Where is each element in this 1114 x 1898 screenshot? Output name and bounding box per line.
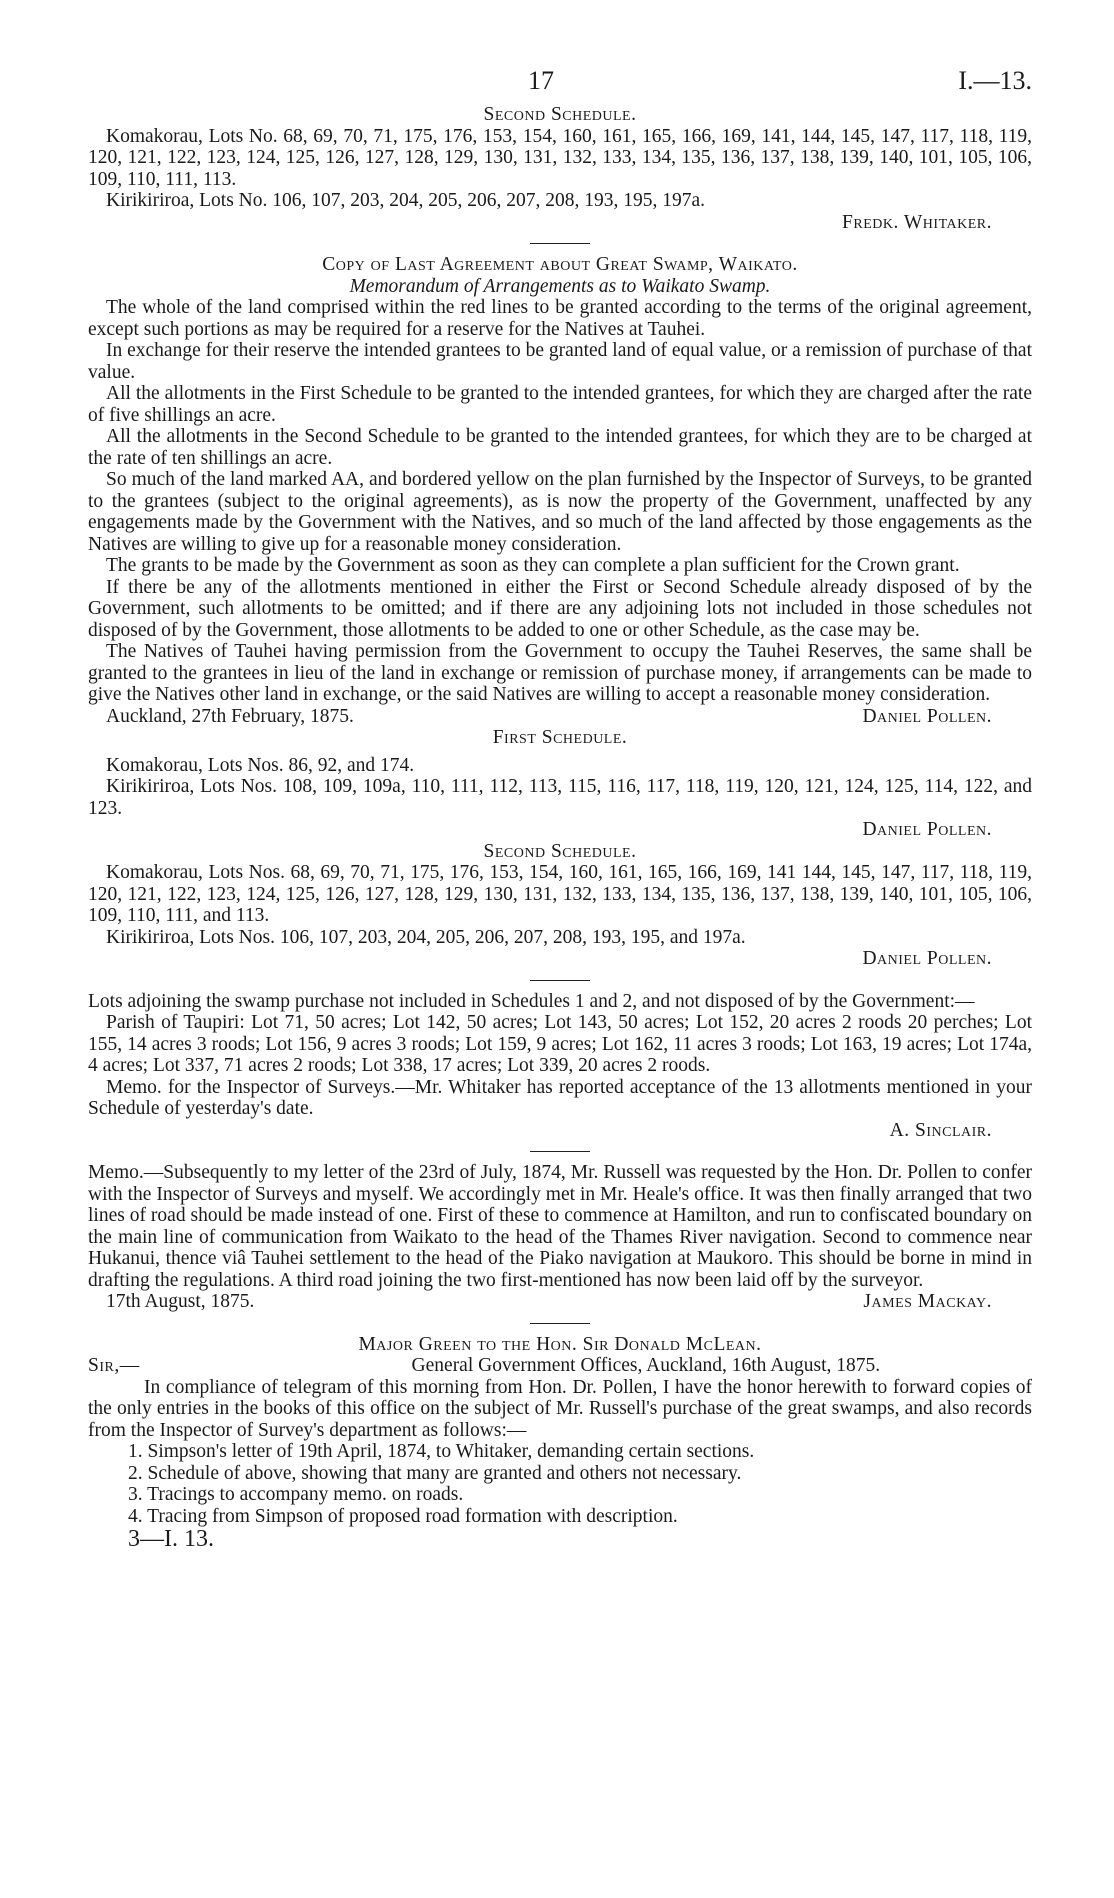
page-reference: I.—13. [958, 66, 1032, 95]
divider [530, 1323, 590, 1324]
memo-date: 17th August, 1875. [106, 1291, 255, 1312]
memo-text: Memo.—Subsequently to my letter of the 23rd of July, 1874, Mr. Russell was requested by the Hon. Dr. Pollen to confer with the Inspector of Surveys and myself. We accordingly met in Mr. Heale's office. It was then finally arranged that two lines of road should be made instead of one. First of these to commence at Hamilton, and run to confiscated boundary on the main line of communication from Waikato to the head of the Thames River navigation. Second to commence near Hukanui, thence viâ Tauhei settlement to the head of the Piako navigation at Maukoro. This should be borne in mind in drafting the regulations. A third road joining the two first-mentioned has now been laid off by the surveyor. [88, 1162, 1032, 1291]
list-item: 3. Tracings to accompany memo. on roads. [128, 1484, 464, 1505]
signature-mackay: James Mackay. [863, 1291, 992, 1312]
divider [530, 980, 590, 981]
page-number: 17 [528, 66, 554, 95]
divider [530, 243, 590, 244]
second-schedule-title: Second Schedule. [483, 840, 637, 862]
signature-pollen: Daniel Pollen. [862, 705, 992, 727]
agreement-paragraph: In exchange for their reserve the intended grantees to be granted land of equal value, or a remission of purchase of that value. [88, 340, 1032, 383]
agreement-paragraph: All the allotments in the Second Schedule to be granted to the intended grantees, for which they are to be charged at the rate of ten shillings an acre. [88, 426, 1032, 469]
agreement-paragraph: The grants to be made by the Government as soon as they can complete a plan sufficient for the Crown grant. [106, 555, 960, 576]
lots-intro: Lots adjoining the swamp purchase not included in Schedules 1 and 2, and not disposed of by the Government:— [88, 990, 975, 1012]
letter-heading: Major Green to the Hon. Sir Donald McLean. [358, 1333, 762, 1355]
schedule-kirikiriroa-lots: Kirikiriroa, Lots No. 106, 107, 203, 204, 205, 206, 207, 208, 193, 195, 197a. [106, 190, 706, 211]
list-item: 4. Tracing from Simpson of proposed road formation with description. [128, 1505, 678, 1527]
list-item: 2. Schedule of above, showing that many are granted and others not necessary. [128, 1462, 742, 1484]
agreement-subtitle: Memorandum of Arrangements as to Waikato Swamp. [349, 275, 771, 297]
letter-salutation-row [88, 1355, 1032, 1377]
page-header [88, 66, 1032, 104]
list-item: 1. Simpson's letter of 19th April, 1874, to Whitaker, demanding certain sections. [128, 1441, 755, 1462]
first-schedule-komakorau: Komakorau, Lots Nos. 86, 92, and 174. [106, 754, 415, 776]
schedule-komakorau-lots: Komakorau, Lots No. 68, 69, 70, 71, 175, 176, 153, 154, 160, 161, 165, 166, 169, 141, 144, 145, 147, 117, 118, 119, 120, 121, 122, 123, 124, 125, 126, 127, 128, 129, 130, 131, 132, 133, 134, 135, 136, 137, 138, 139, 140, 101, 105, 106, 109, 110, 111, 113. [88, 125, 1032, 190]
lots-memo: Memo. for the Inspector of Surveys.—Mr. Whitaker has reported acceptance of the 13 allotments mentioned in your Schedule of yesterday's date. [88, 1076, 1032, 1119]
second-schedule-komakorau: Komakorau, Lots Nos. 68, 69, 70, 71, 175, 176, 153, 154, 160, 161, 165, 166, 169, 141 144, 145, 147, 117, 118, 119, 120, 121, 122, 123, 124, 125, 126, 127, 128, 129, 130, 131, 132, 133, 134, 135, 136, 137, 138, 139, 140, 101, 105, 106, 109, 110, 111, and 113. [88, 862, 1032, 926]
agreement-paragraph: All the allotments in the First Schedule to be granted to the intended grantees, for which they are charged after the rate of five shillings an acre. [88, 383, 1032, 426]
letter-salutation: Sir,— [88, 1355, 140, 1376]
memo-signoff [88, 1291, 1032, 1313]
signature-sinclair: A. Sinclair. [889, 1119, 992, 1141]
letter-items [88, 1441, 1032, 1527]
agreement-paragraph: So much of the land marked AA, and bordered yellow on the plan furnished by the Inspector of Surveys, to be granted to the grantees (subject to the original agreements), as is now the property of the Government, unaffected by any engagements made by the Government with the Natives, and so much of the land affected by those engagements as the Natives are willing to give up for a reasonable money consideration. [88, 469, 1032, 555]
first-schedule-kirikiriroa: Kirikiriroa, Lots Nos. 108, 109, 109a, 110, 111, 112, 113, 115, 116, 117, 118, 119, 120, 121, 124, 125, 114, 122, and 123. [88, 776, 1032, 819]
document-page [88, 66, 1032, 1552]
agreement-paragraph: The Natives of Tauhei having permission from the Government to occupy the Tauhei Reserves, the same shall be granted to the grantees in lieu of the land in exchange or remission of purchase money, if arrangements can be made to give the Natives other land in exchange, or the said Natives are willing to accept a reasonable money consideration. [88, 641, 1032, 705]
second-schedule-kirikiriroa: Kirikiriroa, Lots Nos. 106, 107, 203, 204, 205, 206, 207, 208, 193, 195, and 197a. [106, 926, 746, 948]
divider [530, 1151, 590, 1152]
letter-body: In compliance of telegram of this morning from Hon. Dr. Pollen, I have the honor herewith to forward copies of the only entries in the books of this office on the subject of Mr. Russell's purchase of the great swamps, and also records from the Inspector of Survey's department as follows:— [88, 1376, 1032, 1441]
agreement-title: Copy of Last Agreement about Great Swamp, Waikato. [322, 254, 798, 275]
agreement-paragraph: If there be any of the allotments mentioned in either the First or Second Schedule already disposed of by the Government, such allotments to be omitted; and if there are any adjoining lots not included in those schedules not disposed of by the Government, those allotments to be added to one or other Schedule, as the case may be. [88, 576, 1032, 641]
first-schedule-title: First Schedule. [492, 727, 628, 748]
signature-pollen: Daniel Pollen. [862, 819, 992, 840]
lots-parish-taupiri: Parish of Taupiri: Lot 71, 50 acres; Lot 142, 50 acres; Lot 143, 50 acres; Lot 152, 20 acres 2 roods 20 perches; Lot 155, 14 acres 3 roods; Lot 156, 9 acres 3 roods; Lot 159, 9 acres; Lot 162, 11 acres 3 roods; Lot 163, 19 acres; Lot 174a, 4 acres; Lot 337, 71 acres 2 roods; Lot 338, 17 acres; Lot 339, 20 acres 2 roods. [88, 1012, 1032, 1076]
signature-mark: 3—I. 13. [128, 1526, 214, 1552]
signature-pollen: Daniel Pollen. [862, 948, 992, 969]
letter-address: General Government Offices, Auckland, 16th August, 1875. [411, 1355, 881, 1376]
agreement-signoff [88, 706, 1032, 728]
agreement-paragraph: The whole of the land comprised within the red lines to be granted according to the terms of the original agreement, except such portions as may be required for a reserve for the Natives at Tauhei. [88, 297, 1032, 340]
second-schedule-top-title: Second Schedule. [483, 104, 637, 125]
signature-whitaker: Fredk. Whitaker. [842, 211, 992, 233]
agreement-place-date: Auckland, 27th February, 1875. [106, 705, 354, 727]
